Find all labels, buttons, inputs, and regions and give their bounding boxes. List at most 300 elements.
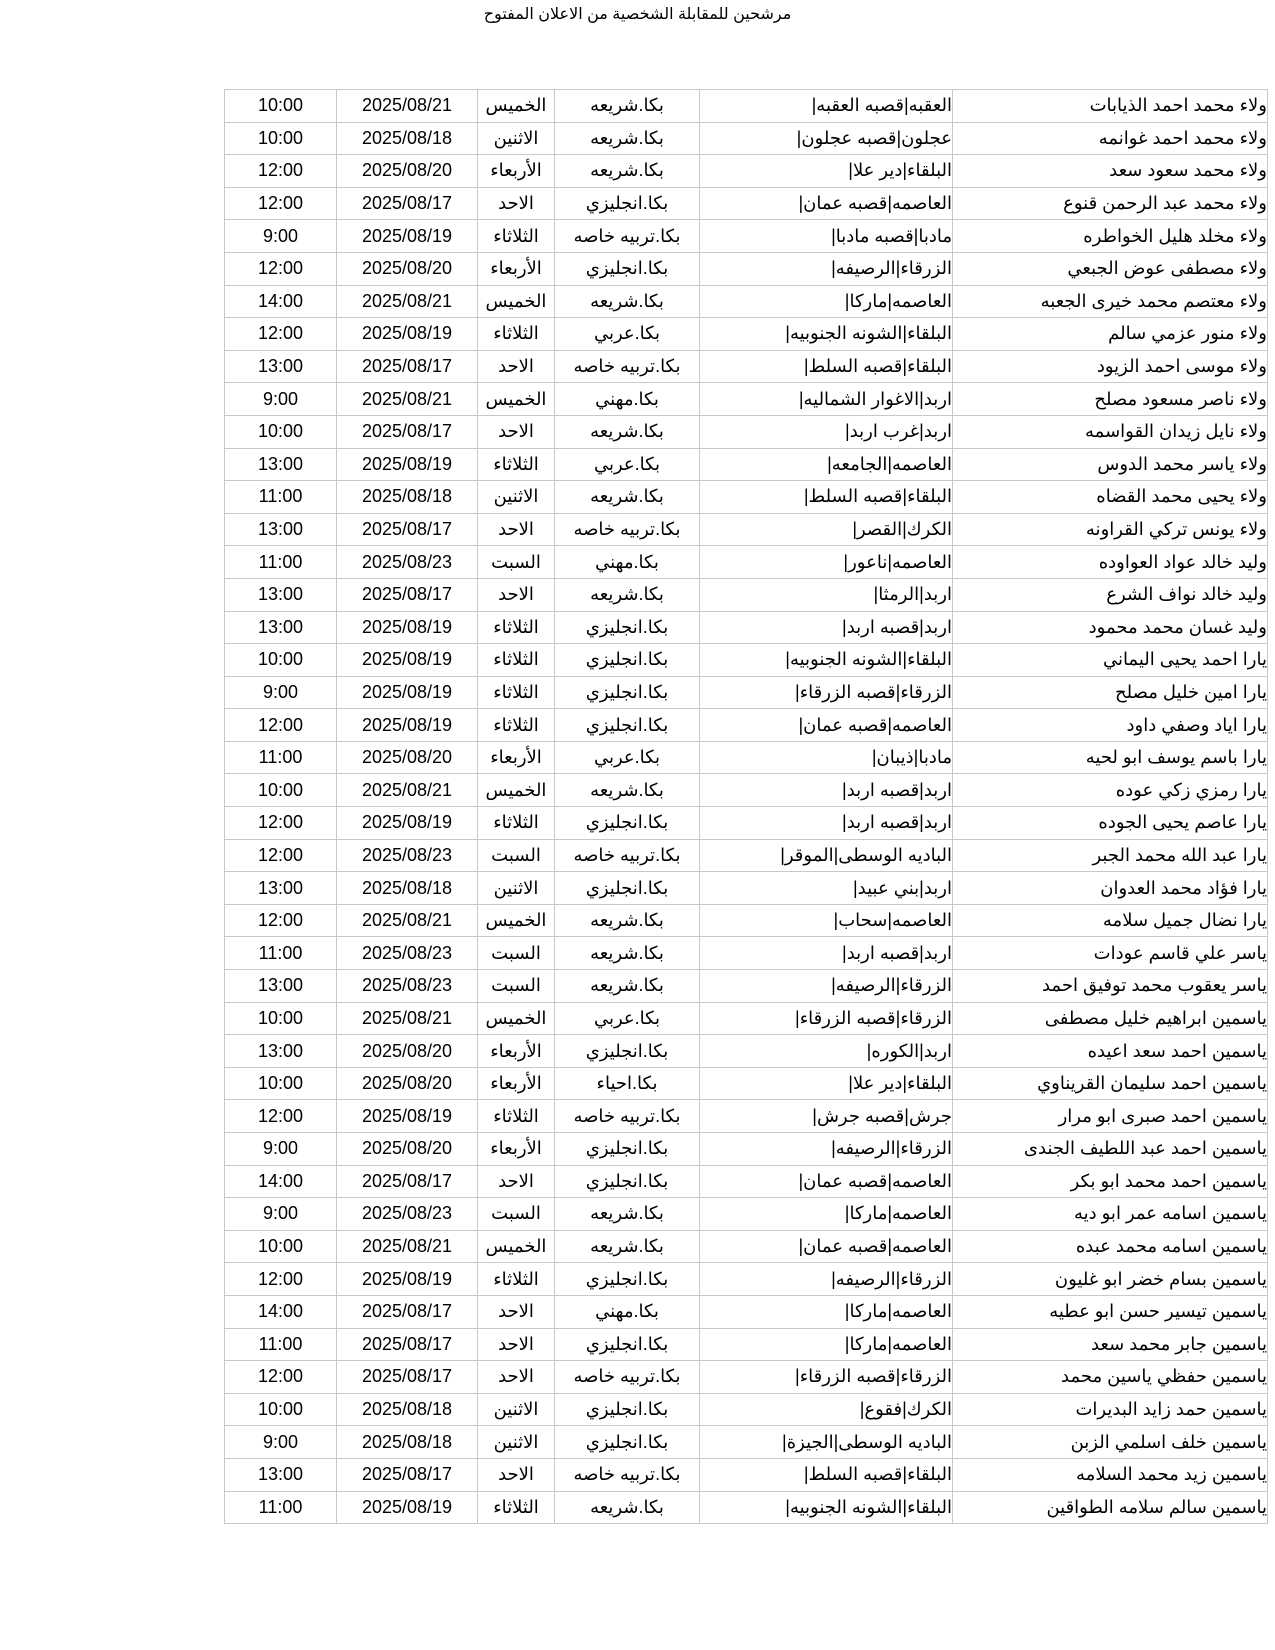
table-row (225, 481, 1268, 514)
table-row (225, 1165, 1268, 1198)
interview-time-cell: 10:00 (225, 1067, 337, 1100)
interview-time-cell: 14:00 (225, 1165, 337, 1198)
interview-day-cell: السبت (478, 546, 555, 579)
interview-time-cell: 14:00 (225, 1295, 337, 1328)
interview-day-cell: السبت (478, 1198, 555, 1231)
interview-day-cell: الاحد (478, 1361, 555, 1394)
interview-date-cell: 2025/08/20 (337, 252, 478, 285)
interview-time-cell: 12:00 (225, 709, 337, 742)
specialization-cell: بكا.شريعه (555, 122, 700, 155)
candidate-name-cell: ولاء موسى احمد الزيود (953, 350, 1268, 383)
interview-date-cell: 2025/08/21 (337, 285, 478, 318)
interview-day-cell: الاحد (478, 187, 555, 220)
specialization-cell: بكا.عربي (555, 1002, 700, 1035)
region-cell: اربد|قصبه اربد| (700, 807, 953, 840)
region-cell: البلقاء|الشونه الجنوبيه| (700, 1491, 953, 1524)
candidate-name-cell: ولاء مصطفى عوض الجبعي (953, 252, 1268, 285)
interview-time-cell: 12:00 (225, 1361, 337, 1394)
table-row (225, 807, 1268, 840)
interview-date-cell: 2025/08/23 (337, 1198, 478, 1231)
interview-time-cell: 10:00 (225, 774, 337, 807)
interview-date-cell: 2025/08/23 (337, 546, 478, 579)
region-cell: اربد|الكوره| (700, 1035, 953, 1068)
interview-time-cell: 10:00 (225, 90, 337, 123)
region-cell: الباديه الوسطى|الجيزة| (700, 1426, 953, 1459)
candidate-name-cell: ياسمين تيسير حسن ابو عطيه (953, 1295, 1268, 1328)
table-row (225, 252, 1268, 285)
interview-day-cell: الاحد (478, 1295, 555, 1328)
specialization-cell: بكا.شريعه (555, 481, 700, 514)
interview-day-cell: الأربعاء (478, 1133, 555, 1166)
region-cell: اربد|غرب اربد| (700, 415, 953, 448)
interview-date-cell: 2025/08/17 (337, 578, 478, 611)
interview-time-cell: 12:00 (225, 839, 337, 872)
specialization-cell: بكا.انجليزي (555, 709, 700, 742)
interview-day-cell: الخميس (478, 1230, 555, 1263)
specialization-cell: بكا.شريعه (555, 285, 700, 318)
specialization-cell: بكا.انجليزي (555, 187, 700, 220)
candidate-name-cell: ولاء يحيى محمد القضاه (953, 481, 1268, 514)
interview-date-cell: 2025/08/20 (337, 1133, 478, 1166)
interview-day-cell: الثلاثاء (478, 318, 555, 351)
specialization-cell: بكا.احياء (555, 1067, 700, 1100)
region-cell: العاصمه|سحاب| (700, 904, 953, 937)
candidate-name-cell: يارا امين خليل مصلح (953, 676, 1268, 709)
interview-date-cell: 2025/08/21 (337, 904, 478, 937)
specialization-cell: بكا.انجليزي (555, 611, 700, 644)
table-row (225, 970, 1268, 1003)
candidate-name-cell: ياسمين احمد صبرى ابو مرار (953, 1100, 1268, 1133)
interview-time-cell: 11:00 (225, 481, 337, 514)
region-cell: اربد|الاغوار الشماليه| (700, 383, 953, 416)
interview-time-cell: 13:00 (225, 513, 337, 546)
candidate-name-cell: ياسمين احمد سليمان القريناوي (953, 1067, 1268, 1100)
candidate-name-cell: ياسر يعقوب محمد توفيق احمد (953, 970, 1268, 1003)
interview-day-cell: الثلاثاء (478, 1263, 555, 1296)
candidate-name-cell: ياسمين جابر محمد سعد (953, 1328, 1268, 1361)
specialization-cell: بكا.شريعه (555, 415, 700, 448)
interview-time-cell: 13:00 (225, 611, 337, 644)
interview-date-cell: 2025/08/21 (337, 383, 478, 416)
table-row (225, 1393, 1268, 1426)
candidate-name-cell: ولاء محمد سعود سعد (953, 155, 1268, 188)
interview-date-cell: 2025/08/19 (337, 709, 478, 742)
table-row (225, 318, 1268, 351)
interview-time-cell: 11:00 (225, 546, 337, 579)
table-row (225, 839, 1268, 872)
interview-time-cell: 12:00 (225, 904, 337, 937)
specialization-cell: بكا.تربيه خاصه (555, 350, 700, 383)
interview-day-cell: السبت (478, 839, 555, 872)
interview-time-cell: 13:00 (225, 970, 337, 1003)
candidate-name-cell: ولاء نايل زيدان القواسمه (953, 415, 1268, 448)
candidate-name-cell: ياسمين بسام خضر ابو غليون (953, 1263, 1268, 1296)
specialization-cell: بكا.انجليزي (555, 1263, 700, 1296)
specialization-cell: بكا.عربي (555, 741, 700, 774)
interview-date-cell: 2025/08/19 (337, 807, 478, 840)
table-row (225, 741, 1268, 774)
interview-day-cell: الثلاثاء (478, 1100, 555, 1133)
interview-date-cell: 2025/08/20 (337, 1067, 478, 1100)
specialization-cell: بكا.تربيه خاصه (555, 220, 700, 253)
interview-time-cell: 13:00 (225, 448, 337, 481)
table-row (225, 578, 1268, 611)
interview-time-cell: 12:00 (225, 1263, 337, 1296)
candidate-name-cell: ياسمين سالم سلامه الطواقين (953, 1491, 1268, 1524)
interview-day-cell: الاثنين (478, 1393, 555, 1426)
candidate-name-cell: يارا عاصم يحيى الجوده (953, 807, 1268, 840)
table-row (225, 709, 1268, 742)
candidates-table (224, 89, 1268, 1524)
candidate-name-cell: يارا فؤاد محمد العدوان (953, 872, 1268, 905)
region-cell: اربد|قصبه اربد| (700, 774, 953, 807)
interview-day-cell: الاحد (478, 513, 555, 546)
candidate-name-cell: ياسمين احمد عبد اللطيف الجندى (953, 1133, 1268, 1166)
region-cell: البلقاء|قصبه السلط| (700, 350, 953, 383)
interview-date-cell: 2025/08/21 (337, 90, 478, 123)
table-row (225, 285, 1268, 318)
interview-day-cell: الاحد (478, 415, 555, 448)
interview-time-cell: 13:00 (225, 1035, 337, 1068)
interview-day-cell: الاحد (478, 1458, 555, 1491)
interview-time-cell: 12:00 (225, 155, 337, 188)
interview-day-cell: الخميس (478, 90, 555, 123)
specialization-cell: بكا.شريعه (555, 1491, 700, 1524)
specialization-cell: بكا.مهني (555, 546, 700, 579)
table-row (225, 1067, 1268, 1100)
interview-time-cell: 12:00 (225, 187, 337, 220)
interview-time-cell: 13:00 (225, 350, 337, 383)
region-cell: الزرقاء|قصبه الزرقاء| (700, 1002, 953, 1035)
candidate-name-cell: وليد غسان محمد محمود (953, 611, 1268, 644)
interview-time-cell: 11:00 (225, 1328, 337, 1361)
region-cell: مادبا|قصبه مادبا| (700, 220, 953, 253)
candidate-name-cell: ولاء محمد احمد الذيابات (953, 90, 1268, 123)
region-cell: اربد|قصبه اربد| (700, 937, 953, 970)
table-row (225, 350, 1268, 383)
table-row (225, 187, 1268, 220)
candidate-name-cell: ياسمين خلف اسلمي الزبن (953, 1426, 1268, 1459)
table-row (225, 220, 1268, 253)
region-cell: البلقاء|قصبه السلط| (700, 1458, 953, 1491)
interview-time-cell: 9:00 (225, 676, 337, 709)
interview-date-cell: 2025/08/17 (337, 1458, 478, 1491)
interview-day-cell: الثلاثاء (478, 1491, 555, 1524)
table-row (225, 774, 1268, 807)
interview-time-cell: 11:00 (225, 741, 337, 774)
interview-time-cell: 14:00 (225, 285, 337, 318)
specialization-cell: بكا.شريعه (555, 904, 700, 937)
candidate-name-cell: وليد خالد نواف الشرع (953, 578, 1268, 611)
interview-date-cell: 2025/08/18 (337, 872, 478, 905)
interview-time-cell: 9:00 (225, 1198, 337, 1231)
table-row (225, 1002, 1268, 1035)
candidate-name-cell: ولاء ياسر محمد الدوس (953, 448, 1268, 481)
interview-date-cell: 2025/08/19 (337, 448, 478, 481)
interview-time-cell: 10:00 (225, 1230, 337, 1263)
candidate-name-cell: ياسمين ابراهيم خليل مصطفى (953, 1002, 1268, 1035)
interview-time-cell: 9:00 (225, 220, 337, 253)
region-cell: العاصمه|الجامعه| (700, 448, 953, 481)
specialization-cell: بكا.مهني (555, 383, 700, 416)
interview-time-cell: 10:00 (225, 415, 337, 448)
specialization-cell: بكا.تربيه خاصه (555, 839, 700, 872)
specialization-cell: بكا.شريعه (555, 578, 700, 611)
region-cell: العاصمه|قصبه عمان| (700, 1230, 953, 1263)
interview-date-cell: 2025/08/19 (337, 318, 478, 351)
interview-time-cell: 10:00 (225, 644, 337, 677)
interview-time-cell: 13:00 (225, 578, 337, 611)
interview-date-cell: 2025/08/20 (337, 155, 478, 188)
specialization-cell: بكا.انجليزي (555, 1328, 700, 1361)
interview-date-cell: 2025/08/17 (337, 187, 478, 220)
region-cell: العاصمه|قصبه عمان| (700, 709, 953, 742)
interview-day-cell: الاثنين (478, 122, 555, 155)
region-cell: اربد|الرمثا| (700, 578, 953, 611)
interview-day-cell: الثلاثاء (478, 807, 555, 840)
interview-day-cell: الاثنين (478, 872, 555, 905)
table-row (225, 1458, 1268, 1491)
interview-day-cell: الخميس (478, 1002, 555, 1035)
interview-day-cell: الأربعاء (478, 155, 555, 188)
region-cell: العاصمه|ماركا| (700, 1328, 953, 1361)
table-row (225, 383, 1268, 416)
table-row (225, 1263, 1268, 1296)
interview-day-cell: الخميس (478, 285, 555, 318)
region-cell: العاصمه|ماركا| (700, 1198, 953, 1231)
candidate-name-cell: ياسمين حفظي ياسين محمد (953, 1361, 1268, 1394)
specialization-cell: بكا.شريعه (555, 1198, 700, 1231)
candidate-name-cell: ولاء معتصم محمد خيرى الجعبه (953, 285, 1268, 318)
interview-day-cell: الثلاثاء (478, 611, 555, 644)
candidate-name-cell: ياسمين زيد محمد السلامه (953, 1458, 1268, 1491)
interview-date-cell: 2025/08/17 (337, 513, 478, 546)
region-cell: البلقاء|الشونه الجنوبيه| (700, 318, 953, 351)
region-cell: الكرك|فقوع| (700, 1393, 953, 1426)
table-row (225, 937, 1268, 970)
table-row (225, 415, 1268, 448)
region-cell: العاصمه|ناعور| (700, 546, 953, 579)
interview-day-cell: الأربعاء (478, 741, 555, 774)
interview-date-cell: 2025/08/19 (337, 676, 478, 709)
table-row (225, 1491, 1268, 1524)
specialization-cell: بكا.شريعه (555, 90, 700, 123)
table-row (225, 448, 1268, 481)
interview-date-cell: 2025/08/18 (337, 481, 478, 514)
interview-date-cell: 2025/08/19 (337, 644, 478, 677)
interview-date-cell: 2025/08/19 (337, 1263, 478, 1296)
interview-date-cell: 2025/08/18 (337, 122, 478, 155)
interview-day-cell: الخميس (478, 774, 555, 807)
candidate-name-cell: يارا نضال جميل سلامه (953, 904, 1268, 937)
specialization-cell: بكا.تربيه خاصه (555, 1100, 700, 1133)
region-cell: الزرقاء|الرصيفه| (700, 252, 953, 285)
specialization-cell: بكا.انجليزي (555, 1035, 700, 1068)
region-cell: الباديه الوسطى|الموقر| (700, 839, 953, 872)
interview-date-cell: 2025/08/18 (337, 1393, 478, 1426)
specialization-cell: بكا.انجليزي (555, 1133, 700, 1166)
table-row (225, 1133, 1268, 1166)
interview-date-cell: 2025/08/19 (337, 1100, 478, 1133)
region-cell: مادبا|ذيبان| (700, 741, 953, 774)
page-title: مرشحين للمقابلة الشخصية من الاعلان المفتوح (483, 6, 792, 23)
interview-day-cell: الاحد (478, 350, 555, 383)
specialization-cell: بكا.شريعه (555, 970, 700, 1003)
table-row (225, 1035, 1268, 1068)
table-row (225, 872, 1268, 905)
candidate-name-cell: ولاء يونس تركي القراونه (953, 513, 1268, 546)
table-row (225, 546, 1268, 579)
specialization-cell: بكا.انجليزي (555, 1426, 700, 1459)
specialization-cell: بكا.شريعه (555, 155, 700, 188)
candidate-name-cell: ولاء منور عزمي سالم (953, 318, 1268, 351)
interview-day-cell: الاثنين (478, 1426, 555, 1459)
candidate-name-cell: يارا عبد الله محمد الجبر (953, 839, 1268, 872)
candidate-name-cell: ولاء مخلد هليل الخواطره (953, 220, 1268, 253)
interview-time-cell: 11:00 (225, 1491, 337, 1524)
interview-time-cell: 12:00 (225, 807, 337, 840)
specialization-cell: بكا.انجليزي (555, 872, 700, 905)
interview-date-cell: 2025/08/17 (337, 1165, 478, 1198)
specialization-cell: بكا.انجليزي (555, 1393, 700, 1426)
interview-time-cell: 9:00 (225, 1133, 337, 1166)
candidate-name-cell: يارا اياد وصفي داود (953, 709, 1268, 742)
specialization-cell: بكا.تربيه خاصه (555, 1361, 700, 1394)
interview-day-cell: الاحد (478, 1165, 555, 1198)
interview-date-cell: 2025/08/23 (337, 970, 478, 1003)
interview-day-cell: الثلاثاء (478, 448, 555, 481)
interview-day-cell: الاحد (478, 578, 555, 611)
region-cell: العقبه|قصبه العقبه| (700, 90, 953, 123)
table-row (225, 1100, 1268, 1133)
table-row (225, 1328, 1268, 1361)
interview-date-cell: 2025/08/17 (337, 1328, 478, 1361)
region-cell: البلقاء|دير علا| (700, 155, 953, 188)
region-cell: عجلون|قصبه عجلون| (700, 122, 953, 155)
region-cell: البلقاء|دير علا| (700, 1067, 953, 1100)
specialization-cell: بكا.انجليزي (555, 676, 700, 709)
interview-day-cell: الأربعاء (478, 252, 555, 285)
candidate-name-cell: يارا باسم يوسف ابو لحيه (953, 741, 1268, 774)
candidate-name-cell: ولاء محمد عبد الرحمن قنوع (953, 187, 1268, 220)
region-cell: العاصمه|ماركا| (700, 285, 953, 318)
candidate-name-cell: ياسمين اسامه محمد عبده (953, 1230, 1268, 1263)
candidate-name-cell: ولاء ناصر مسعود مصلح (953, 383, 1268, 416)
specialization-cell: بكا.انجليزي (555, 252, 700, 285)
table-row (225, 644, 1268, 677)
region-cell: البلقاء|الشونه الجنوبيه| (700, 644, 953, 677)
region-cell: الزرقاء|قصبه الزرقاء| (700, 1361, 953, 1394)
table-row (225, 513, 1268, 546)
table-row (225, 1295, 1268, 1328)
interview-date-cell: 2025/08/17 (337, 350, 478, 383)
interview-date-cell: 2025/08/23 (337, 839, 478, 872)
table-row (225, 676, 1268, 709)
specialization-cell: بكا.تربيه خاصه (555, 1458, 700, 1491)
specialization-cell: بكا.مهني (555, 1295, 700, 1328)
region-cell: العاصمه|قصبه عمان| (700, 187, 953, 220)
interview-day-cell: الثلاثاء (478, 220, 555, 253)
interview-time-cell: 10:00 (225, 122, 337, 155)
interview-time-cell: 13:00 (225, 872, 337, 905)
table-row (225, 155, 1268, 188)
interview-date-cell: 2025/08/20 (337, 1035, 478, 1068)
specialization-cell: بكا.تربيه خاصه (555, 513, 700, 546)
interview-date-cell: 2025/08/19 (337, 1491, 478, 1524)
interview-day-cell: السبت (478, 970, 555, 1003)
region-cell: العاصمه|قصبه عمان| (700, 1165, 953, 1198)
candidate-name-cell: ياسر علي قاسم عودات (953, 937, 1268, 970)
interview-day-cell: الاحد (478, 1328, 555, 1361)
region-cell: الزرقاء|قصبه الزرقاء| (700, 676, 953, 709)
interview-date-cell: 2025/08/18 (337, 1426, 478, 1459)
table-row (225, 90, 1268, 123)
interview-day-cell: الثلاثاء (478, 709, 555, 742)
interview-time-cell: 9:00 (225, 383, 337, 416)
region-cell: العاصمه|ماركا| (700, 1295, 953, 1328)
table-row (225, 1230, 1268, 1263)
candidate-name-cell: ياسمين حمد زايد البديرات (953, 1393, 1268, 1426)
region-cell: الزرقاء|الرصيفه| (700, 970, 953, 1003)
interview-day-cell: الاثنين (478, 481, 555, 514)
candidate-name-cell: وليد خالد عواد العواوده (953, 546, 1268, 579)
specialization-cell: بكا.انجليزي (555, 1165, 700, 1198)
candidate-name-cell: ياسمين اسامه عمر ابو ديه (953, 1198, 1268, 1231)
interview-time-cell: 12:00 (225, 1100, 337, 1133)
region-cell: اربد|قصبه اربد| (700, 611, 953, 644)
interview-time-cell: 10:00 (225, 1002, 337, 1035)
interview-day-cell: الأربعاء (478, 1035, 555, 1068)
interview-time-cell: 12:00 (225, 318, 337, 351)
candidates-table-body (225, 90, 1268, 1524)
region-cell: جرش|قصبه جرش| (700, 1100, 953, 1133)
interview-time-cell: 10:00 (225, 1393, 337, 1426)
region-cell: الزرقاء|الرصيفه| (700, 1263, 953, 1296)
table-row (225, 611, 1268, 644)
interview-date-cell: 2025/08/17 (337, 415, 478, 448)
interview-date-cell: 2025/08/17 (337, 1361, 478, 1394)
interview-date-cell: 2025/08/21 (337, 1230, 478, 1263)
interview-date-cell: 2025/08/19 (337, 611, 478, 644)
specialization-cell: بكا.عربي (555, 318, 700, 351)
region-cell: البلقاء|قصبه السلط| (700, 481, 953, 514)
specialization-cell: بكا.شريعه (555, 1230, 700, 1263)
interview-time-cell: 13:00 (225, 1458, 337, 1491)
specialization-cell: بكا.شريعه (555, 774, 700, 807)
candidate-name-cell: ياسمين احمد سعد اعيده (953, 1035, 1268, 1068)
specialization-cell: بكا.انجليزي (555, 807, 700, 840)
interview-date-cell: 2025/08/21 (337, 1002, 478, 1035)
region-cell: الكرك|القصر| (700, 513, 953, 546)
interview-date-cell: 2025/08/19 (337, 220, 478, 253)
specialization-cell: بكا.شريعه (555, 937, 700, 970)
region-cell: الزرقاء|الرصيفه| (700, 1133, 953, 1166)
interview-day-cell: الثلاثاء (478, 644, 555, 677)
specialization-cell: بكا.انجليزي (555, 644, 700, 677)
interview-day-cell: الخميس (478, 383, 555, 416)
interview-day-cell: الأربعاء (478, 1067, 555, 1100)
interview-day-cell: السبت (478, 937, 555, 970)
interview-date-cell: 2025/08/20 (337, 741, 478, 774)
interview-date-cell: 2025/08/23 (337, 937, 478, 970)
table-row (225, 904, 1268, 937)
candidate-name-cell: يارا احمد يحيى اليماني (953, 644, 1268, 677)
interview-day-cell: الخميس (478, 904, 555, 937)
table-row (225, 1361, 1268, 1394)
interview-time-cell: 11:00 (225, 937, 337, 970)
interview-date-cell: 2025/08/21 (337, 774, 478, 807)
specialization-cell: بكا.عربي (555, 448, 700, 481)
